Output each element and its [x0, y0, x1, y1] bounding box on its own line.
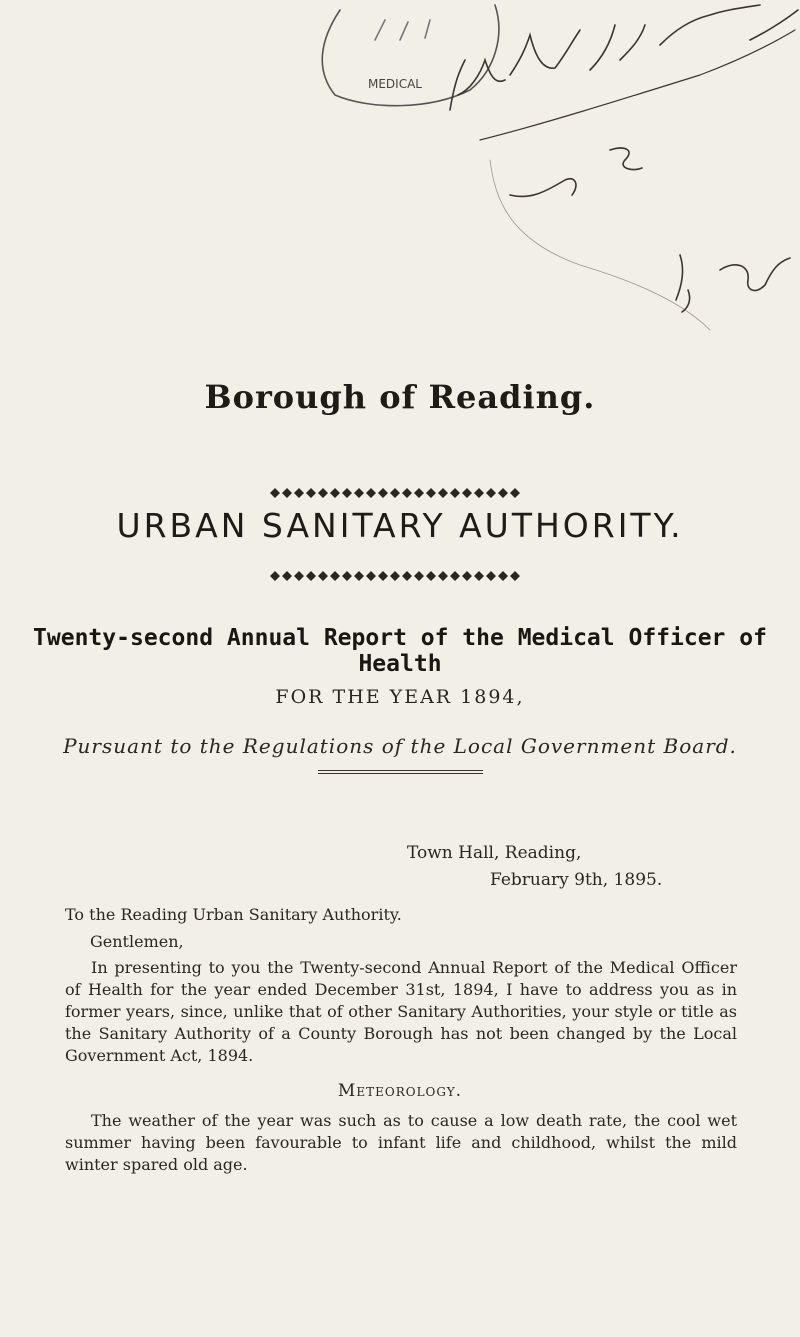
section-heading: Meteorology. — [337, 1081, 463, 1101]
salutation: To the Reading Urban Sanitary Authority. — [65, 905, 402, 924]
pursuant-line: Pursuant to the Regulations of the Local Government Board. — [63, 734, 737, 758]
greeting: Gentlemen, — [90, 932, 184, 951]
library-stamp-and-signature — [280, 0, 800, 370]
borough-title: Borough of Reading. — [204, 378, 596, 416]
report-year: FOR THE YEAR 1894, — [275, 686, 525, 708]
body-paragraph-1: In presenting to you the Twenty-second Annual Report of the Medical Officer of Health for the year ended December 31st, 1894, I have to address you as in former years, since, unlike that of other Sanitary Authorities, your style or title as the Sanitary Authority of a County Borough has not been changed by the Local Government Act, 1894. — [65, 958, 737, 1065]
report-title: Twenty-second Annual Report of the Medical Officer of Health — [33, 625, 767, 677]
diamond-border-bottom-icon — [0, 571, 800, 583]
divider-rule — [318, 770, 483, 771]
body-paragraph-2: The weather of the year was such as to cause a low death rate, the cool wet summer having been favourable to infant life and childhood, whilst the mild winter spared old age. — [65, 1111, 737, 1174]
svg-text:MEDICAL: MEDICAL — [368, 77, 422, 91]
address-date: February 9th, 1895. — [490, 870, 663, 890]
address-line-1: Town Hall, Reading, — [407, 843, 582, 863]
signature-scribble-icon — [280, 0, 800, 370]
authority-heading: URBAN SANITARY AUTHORITY. — [116, 506, 684, 545]
diamond-border-top-icon — [0, 488, 800, 500]
divider-rule — [318, 773, 483, 774]
